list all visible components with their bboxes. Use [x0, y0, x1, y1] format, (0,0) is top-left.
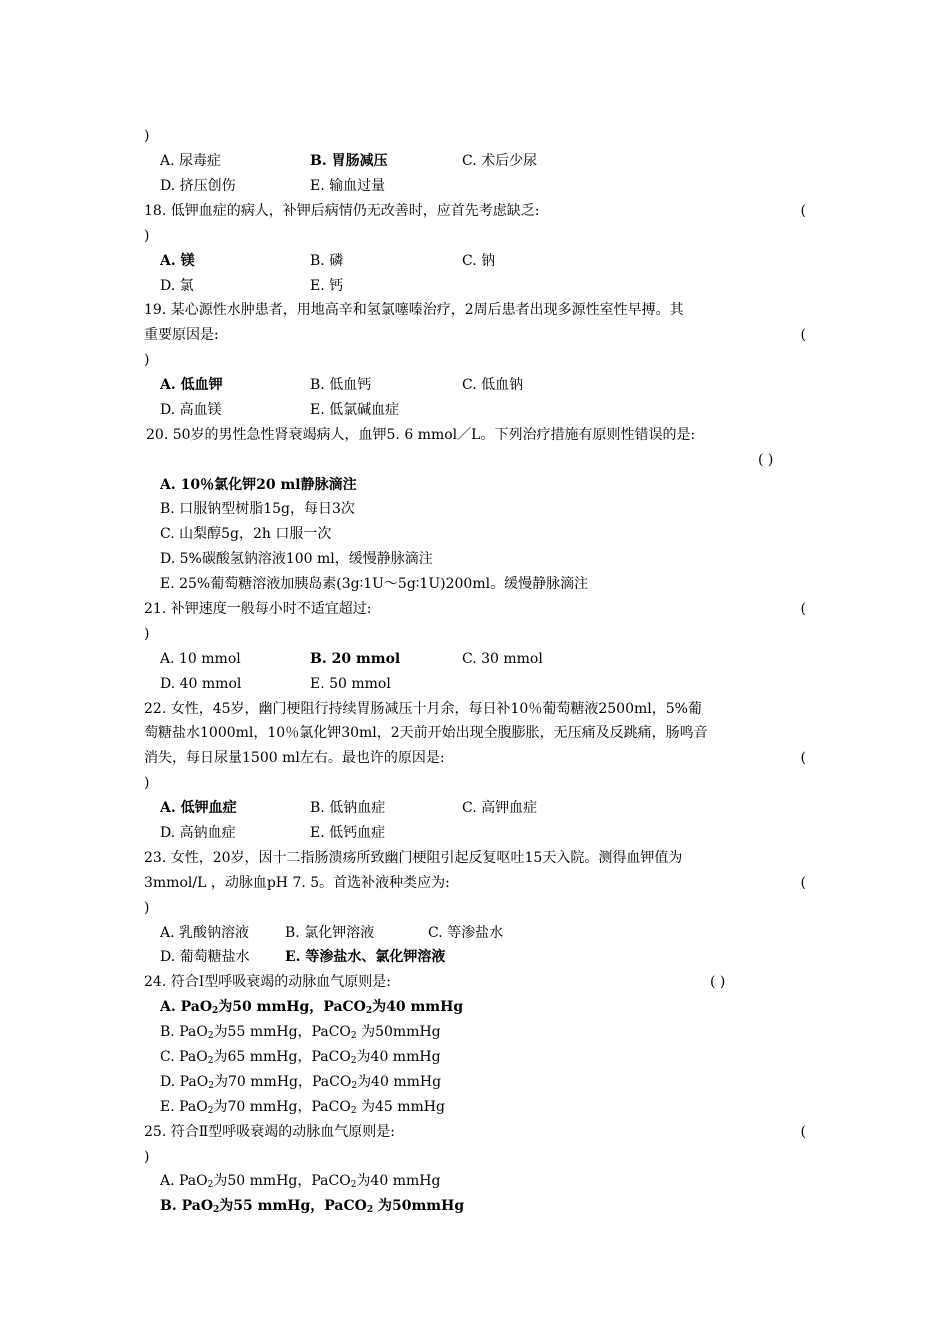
- paren-close: ): [144, 128, 150, 144]
- paco-label: PaCO: [311, 1099, 351, 1115]
- question-text: 重要原因是:: [144, 327, 219, 343]
- q23-stem-line-2: [144, 871, 806, 895]
- q19-stem-line-1: [144, 298, 806, 322]
- paren-open: (: [800, 203, 806, 219]
- q23-paren-close: [144, 896, 806, 920]
- subscript: 2: [208, 1081, 214, 1091]
- question-text: 萄糖盐水1000ml，10％氯化钾30ml，2天前开始出现全腹膨胀，无压痛及反跳痛，肠鸣音: [144, 725, 708, 741]
- paco-label: PaCO: [323, 999, 366, 1015]
- q22-stem-line-2: [144, 721, 806, 745]
- option-letter: B.: [160, 1198, 177, 1214]
- pao-value: 为55 mmHg，: [213, 1024, 312, 1040]
- q24-option-c: [144, 1045, 822, 1069]
- q21-option-b: B. 20 mmol: [310, 651, 401, 667]
- q17-paren-close: [144, 124, 806, 148]
- paco-label: PaCO: [311, 1024, 351, 1040]
- option-letter: C.: [160, 1049, 175, 1065]
- pao-value: 为50 mmHg，: [213, 1173, 312, 1189]
- paren-open: (: [800, 1124, 806, 1140]
- q17-option-b: B. 胃肠减压: [310, 153, 388, 169]
- q18-paren-close: [144, 224, 806, 248]
- pao-value: 为50 mmHg，: [218, 999, 324, 1015]
- q22-options-row-2: [144, 821, 806, 845]
- paco-label: PaCO: [324, 1198, 367, 1214]
- q24-option-b: [144, 1020, 822, 1044]
- q21-paren-close: [144, 622, 806, 646]
- paren-close: ): [144, 775, 150, 791]
- option-letter: A.: [160, 1173, 175, 1189]
- paco-value: 为40 mmHg: [357, 1074, 442, 1090]
- pao-label: PaO: [179, 1074, 209, 1090]
- q22-option-d: D. 高钠血症: [160, 825, 236, 841]
- q18-option-d: D. 氯: [160, 278, 194, 294]
- pao-value: 为55 mmHg，: [219, 1198, 325, 1214]
- subscript: 2: [366, 1205, 374, 1215]
- q23-option-c: C. 等渗盐水: [428, 925, 504, 941]
- question-text: 19. 某心源性水肿患者，用地高辛和氢氯噻嗪治疗，2周后患者出现多源性室性早搏。其: [144, 302, 684, 318]
- question-text: 20. 50岁的男性急性肾衰竭病人，血钾5. 6 mmol／L。下列治疗措施有原则性错误的是:: [146, 427, 696, 443]
- q24-stem: [144, 970, 806, 994]
- pao-label: PaO: [179, 1173, 208, 1189]
- paco-label: PaCO: [311, 1049, 351, 1065]
- subscript: 2: [350, 1106, 357, 1116]
- paco-value: 为40 mmHg: [356, 1173, 441, 1189]
- q23-options-row-2: [144, 945, 806, 969]
- q21-option-d: D. 40 mmol: [160, 676, 242, 692]
- q22-option-b: B. 低钠血症: [310, 800, 386, 816]
- subscript: 2: [207, 1056, 214, 1066]
- q20-option-a: A. 10％氯化钾20 ml静脉滴注: [160, 477, 357, 493]
- q18-options-row-1: [144, 249, 806, 273]
- subscript: 2: [350, 1056, 357, 1066]
- q25-option-a: [144, 1169, 822, 1193]
- option-letter: B.: [160, 1024, 175, 1040]
- pao-label: PaO: [180, 999, 213, 1015]
- question-text: 22. 女性，45岁，幽门梗阻行持续胃肠减压十月余，每日补10％葡萄糖液2500ml，5%葡: [144, 701, 702, 717]
- q22-stem-line-3: [144, 746, 806, 770]
- subscript: 2: [213, 1205, 220, 1215]
- q23-option-b: B. 氯化钾溶液: [285, 925, 375, 941]
- q21-options-row-2: [144, 672, 806, 696]
- q23-stem-line-1: [144, 846, 806, 870]
- paren-close: ): [144, 228, 150, 244]
- option-letter: A.: [160, 999, 176, 1015]
- q21-option-e: E. 50 mmol: [310, 676, 391, 692]
- q18-option-e: E. 钙: [310, 278, 344, 294]
- q19-stem-line-2: [144, 323, 806, 347]
- q19-option-e: E. 低氯碱血症: [310, 402, 400, 418]
- q19-options-row-2: [144, 398, 806, 422]
- q18-stem: [144, 199, 806, 223]
- q23-option-a: A. 乳酸钠溶液: [160, 925, 250, 941]
- q17-options-row-2: [144, 174, 806, 198]
- q23-option-d: D. 葡萄糖盐水: [160, 949, 250, 965]
- q20-option-d: D. 5%碳酸氢钠溶液100 ml，缓慢静脉滴注: [160, 551, 433, 567]
- paren-close: ): [144, 1149, 150, 1165]
- q20-option-b: B. 口服钠型树脂15g，每日3次: [160, 501, 355, 517]
- q20-option-c: C. 山梨醇5g，2h 口服一次: [160, 526, 332, 542]
- q24-option-a: [144, 995, 822, 1019]
- paren-open: (: [800, 601, 806, 617]
- q17-option-e: E. 输血过量: [310, 178, 386, 194]
- q23-options-row-1: [144, 921, 806, 945]
- q20-stem: [146, 423, 808, 447]
- option-letter: D.: [160, 1074, 176, 1090]
- subscript: 2: [212, 1006, 219, 1016]
- q22-stem-line-1: [144, 697, 806, 721]
- q18-option-c: C. 钠: [462, 253, 496, 269]
- q21-stem: [144, 597, 806, 621]
- q22-option-c: C. 高钾血症: [462, 800, 538, 816]
- paren-open: (: [800, 750, 806, 766]
- q18-options-row-2: [144, 274, 806, 298]
- option-letter: E.: [160, 1099, 175, 1115]
- q17-option-a: A. 尿毒症: [160, 153, 222, 169]
- paren-close: ): [144, 900, 150, 916]
- q20-answer-line: [144, 448, 806, 472]
- q19-options-row-1: [144, 373, 806, 397]
- paco-value: 为40 mmHg: [356, 1049, 441, 1065]
- question-text: 24. 符合Ⅰ型呼吸衰竭的动脉血气原则是:: [144, 974, 391, 990]
- question-text: 23. 女性，20岁，因十二指肠溃疡所致幽门梗阻引起反复呕吐15天入院。测得血钾值为: [144, 850, 683, 866]
- paco-value: 为45 mmHg: [356, 1099, 445, 1115]
- q17-options-row-1: [144, 149, 806, 173]
- q24-option-d: [144, 1070, 822, 1094]
- q18-option-b: B. 磷: [310, 253, 344, 269]
- q21-option-c: C. 30 mmol: [462, 651, 543, 667]
- paco-value: 为50mmHg: [356, 1024, 441, 1040]
- q19-option-b: B. 低血钙: [310, 377, 372, 393]
- pao-value: 为70 mmHg，: [213, 1099, 312, 1115]
- q18-option-a: A. 镁: [160, 253, 195, 269]
- subscript: 2: [365, 1006, 373, 1016]
- subscript: 2: [350, 1180, 357, 1190]
- q22-option-a: A. 低钾血症: [160, 800, 237, 816]
- question-text: 25. 符合Ⅱ型呼吸衰竭的动脉血气原则是:: [144, 1124, 395, 1140]
- q19-paren-close: [144, 348, 806, 372]
- q21-option-a: A. 10 mmol: [160, 651, 241, 667]
- paren-close: ): [144, 626, 150, 642]
- subscript: 2: [350, 1031, 357, 1041]
- answer-paren: ( ): [710, 974, 726, 990]
- question-text: 3mmol/L ，动脉血pH 7. 5。首选补液种类应为:: [144, 875, 450, 891]
- paren-open: (: [800, 875, 806, 891]
- paco-value: 为50mmHg: [373, 1198, 465, 1214]
- paco-value: 为40 mmHg: [372, 999, 464, 1015]
- pao-value: 为65 mmHg，: [213, 1049, 312, 1065]
- q22-option-e: E. 低钙血症: [310, 825, 386, 841]
- q22-options-row-1: [144, 796, 806, 820]
- q25-stem: [144, 1120, 806, 1144]
- q24-option-e: [144, 1095, 822, 1119]
- q20-option-e: E. 25%葡萄糖溶液加胰岛素(3g∶1U～5g∶1U)200ml。缓慢静脉滴注: [160, 576, 589, 592]
- question-text: 消失，每日尿量1500 ml左右。最也许的原因是:: [144, 750, 445, 766]
- q19-option-a: A. 低血钾: [160, 377, 223, 393]
- answer-paren: ( ): [758, 452, 774, 468]
- q22-paren-close: [144, 771, 806, 795]
- q19-option-d: D. 高血镁: [160, 402, 222, 418]
- pao-label: PaO: [179, 1024, 208, 1040]
- q25-paren-close: [144, 1145, 806, 1169]
- subscript: 2: [207, 1031, 214, 1041]
- subscript: 2: [351, 1081, 358, 1091]
- q17-option-d: D. 挤压创伤: [160, 178, 236, 194]
- pao-value: 为70 mmHg，: [214, 1074, 312, 1090]
- pao-label: PaO: [179, 1049, 208, 1065]
- q17-option-c: C. 术后少尿: [462, 153, 538, 169]
- question-text: 18. 低钾血症的病人，补钾后病情仍无改善时，应首先考虑缺乏:: [144, 203, 540, 219]
- pao-label: PaO: [179, 1099, 208, 1115]
- paren-open: (: [800, 327, 806, 343]
- subscript: 2: [207, 1180, 214, 1190]
- q23-option-e: E. 等渗盐水、氯化钾溶液: [285, 949, 446, 965]
- paco-label: PaCO: [312, 1074, 352, 1090]
- q19-option-c: C. 低血钠: [462, 377, 524, 393]
- pao-label: PaO: [181, 1198, 214, 1214]
- question-text: 21. 补钾速度一般每小时不适宜超过:: [144, 601, 372, 617]
- paren-close: ): [144, 352, 150, 368]
- q25-option-b: [144, 1194, 822, 1218]
- paco-label: PaCO: [311, 1173, 351, 1189]
- q21-options-row-1: [144, 647, 806, 671]
- subscript: 2: [207, 1106, 214, 1116]
